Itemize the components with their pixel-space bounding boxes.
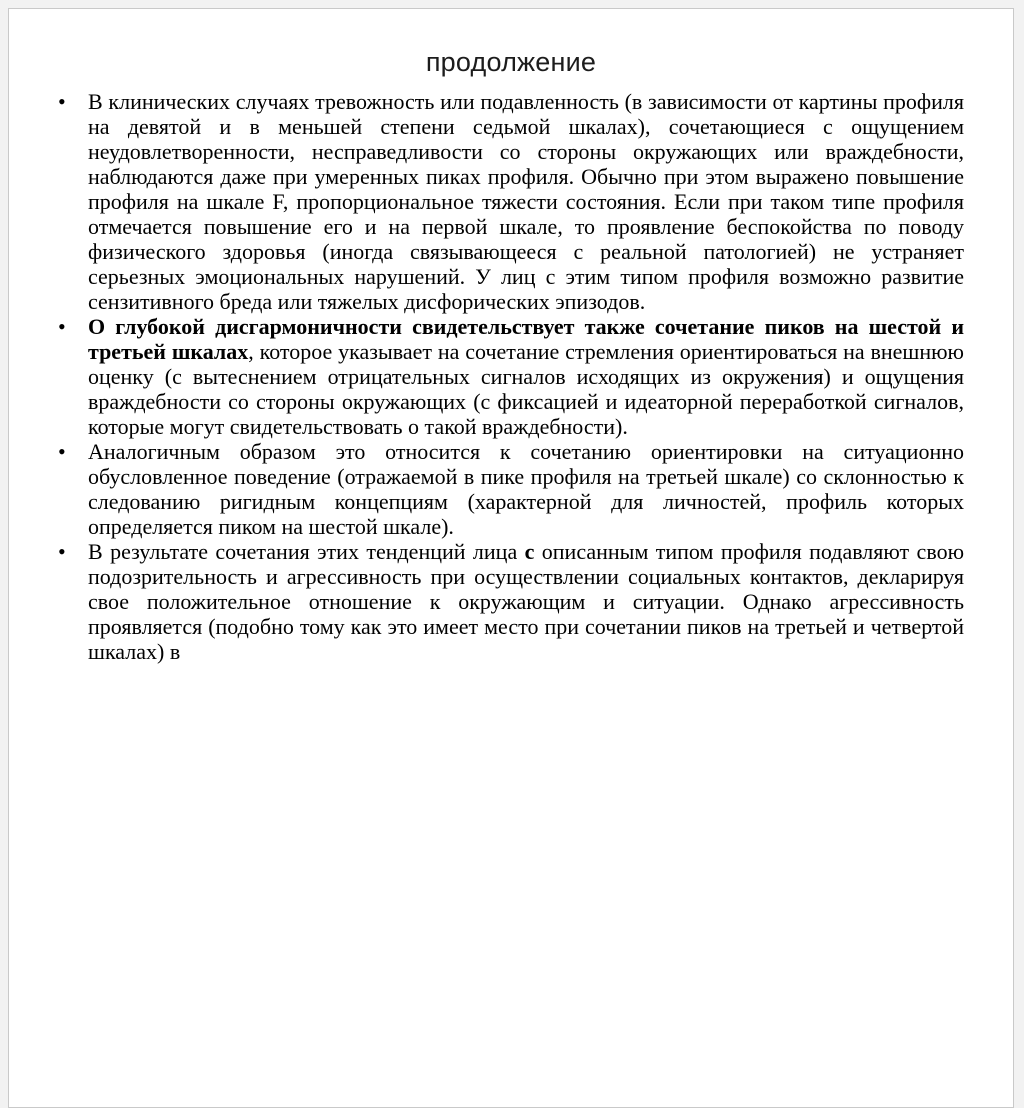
text-segment: Аналогичным образом это относится к сочетанию ориентировки на ситуационно обусловленное поведение (отражаемой в пике профиля на третьей шкале) со склонностью к следованию ригидным концепциям (характерной для личностей, профиль которых определяется пиком на шестой шкале). (88, 439, 964, 539)
text-segment: описанным типом профиля подавляют свою подозрительность и агрессивность при осуществлении социальных контактов, декларируя свое положительное отношение к окружающим и ситуации. Однако агрессивность проявляется (подобно тому как это имеет место при сочетании пиков на третьей и четвертой шкалах) в (88, 539, 964, 664)
bullet-text (88, 314, 964, 439)
bullet-item-orientation (9, 439, 1013, 539)
text-segment: , которое указывает на сочетание стремления ориентироваться на внешнюю оценку (с вытеснением отрицательных сигналов исходящих из окружения) и ощущения враждебности со стороны окружающих (с фиксацией и идеаторной переработкой сигналов, которые могут свидетельствовать о такой враждебности). (88, 339, 964, 439)
bullet-text (88, 89, 964, 314)
bullet-text (88, 539, 964, 664)
slide-title: продолжение (425, 47, 597, 77)
bullet-list (9, 89, 1013, 664)
slide (8, 8, 1014, 1108)
bullet-item-disharmony (9, 314, 1013, 439)
bullet-item-clinical-cases (9, 89, 1013, 314)
text-segment: В клинических случаях тревожность или подавленность (в зависимости от картины профиля на девятой и в меньшей степени седьмой шкалах), сочетающиеся с ощущением неудовлетворенности, несправедливости со стороны окружающих или враждебности, наблюдаются даже при умеренных пиках профиля. Обычно при этом выражено повышение профиля на шкале F, пропорциональное тяжести состояния. Если при таком типе профиля отмечается повышение его и на первой шкале, то проявление беспокойства по поводу физического здоровья (иногда связывающееся с реальной патологией) не устраняет серьезных эмоциональных нарушений. У лиц с этим типом профиля возможно развитие сензитивного бреда или тяжелых дисфорических эпизодов. (88, 89, 964, 314)
bullet-item-combination-result (9, 539, 1013, 664)
text-segment: В результате сочетания этих тенденций лица (88, 539, 525, 564)
bullet-dot-icon: • (58, 539, 66, 564)
bullet-dot-icon: • (58, 439, 66, 464)
text-segment-bold: с (524, 539, 535, 564)
bullet-dot-icon: • (58, 314, 66, 339)
bullet-text (88, 439, 964, 539)
text-segment-bold: О глубокой дисгармоничности свидетельствует также сочетание пиков на шестой и третьей шкалах (88, 314, 964, 364)
bullet-dot-icon: • (58, 89, 66, 114)
